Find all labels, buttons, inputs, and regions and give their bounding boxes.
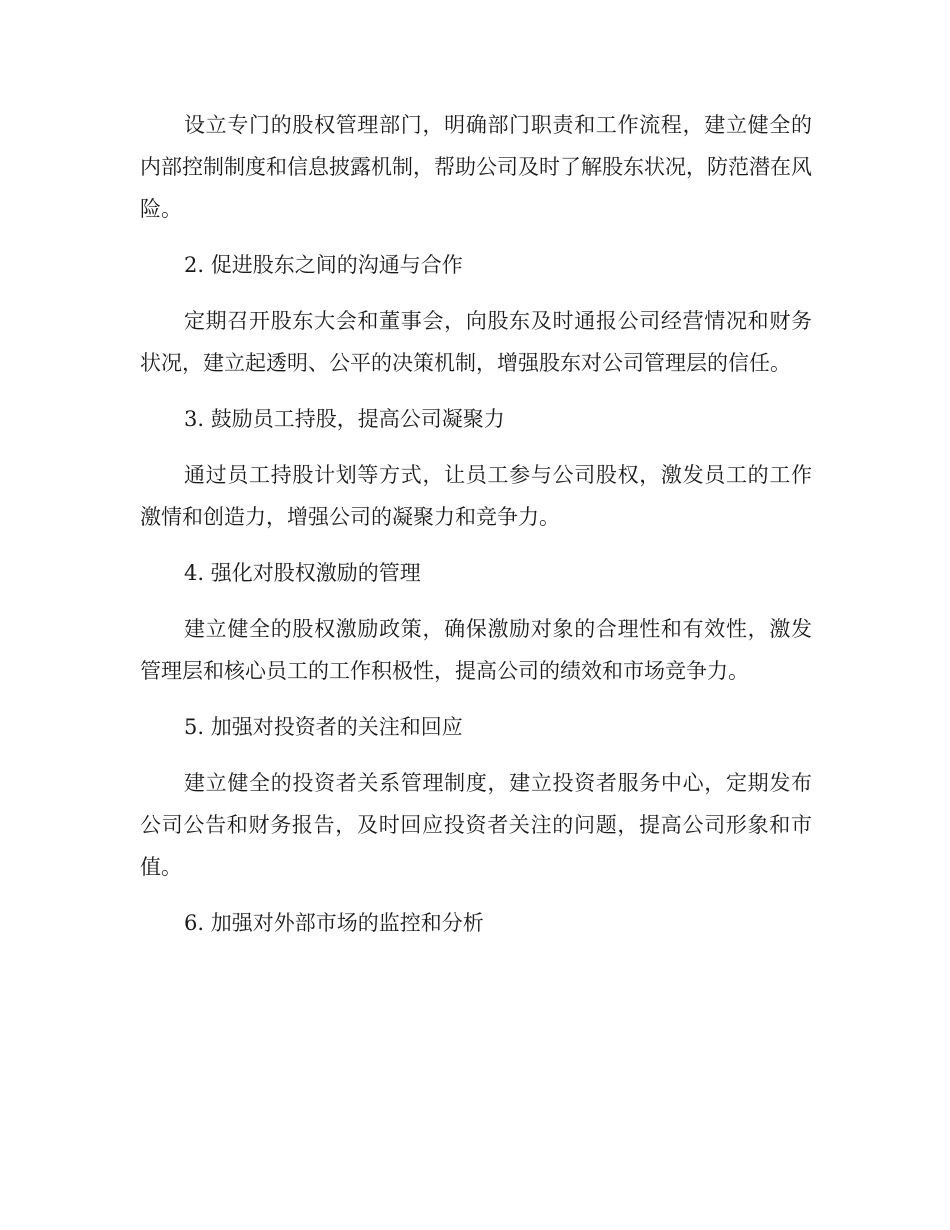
paragraph-equity-incentive: 建立健全的股权激励政策，确保激励对象的合理性和有效性，激发管理层和核心员工的工作积极性，提高公司的绩效和市场竞争力。 [140, 617, 812, 683]
paragraph-employee-ownership: 通过员工持股计划等方式，让员工参与公司股权，激发员工的工作激情和创造力，增强公司的凝聚力和竞争力。 [140, 463, 812, 529]
document-body [140, 104, 812, 958]
section-heading-3: 3. 鼓励员工持股，提高公司凝聚力 [184, 407, 505, 431]
section-heading-4: 4. 强化对股权激励的管理 [184, 561, 421, 585]
paragraph-share-management: 设立专门的股权管理部门，明确部门职责和工作流程，建立健全的内部控制制度和信息披露机制，帮助公司及时了解股东状况，防范潜在风险。 [140, 113, 812, 221]
section-heading-5: 5. 加强对投资者的关注和回应 [184, 715, 463, 739]
section-heading-2: 2. 促进股东之间的沟通与合作 [184, 253, 463, 277]
section-heading-6: 6. 加强对外部市场的监控和分析 [184, 911, 484, 935]
paragraph-shareholder-communication: 定期召开股东大会和董事会，向股东及时通报公司经营情况和财务状况，建立起透明、公平的决策机制，增强股东对公司管理层的信任。 [140, 309, 812, 375]
paragraph-investor-relations: 建立健全的投资者关系管理制度，建立投资者服务中心，定期发布公司公告和财务报告，及时回应投资者关注的问题，提高公司形象和市值。 [140, 771, 812, 879]
